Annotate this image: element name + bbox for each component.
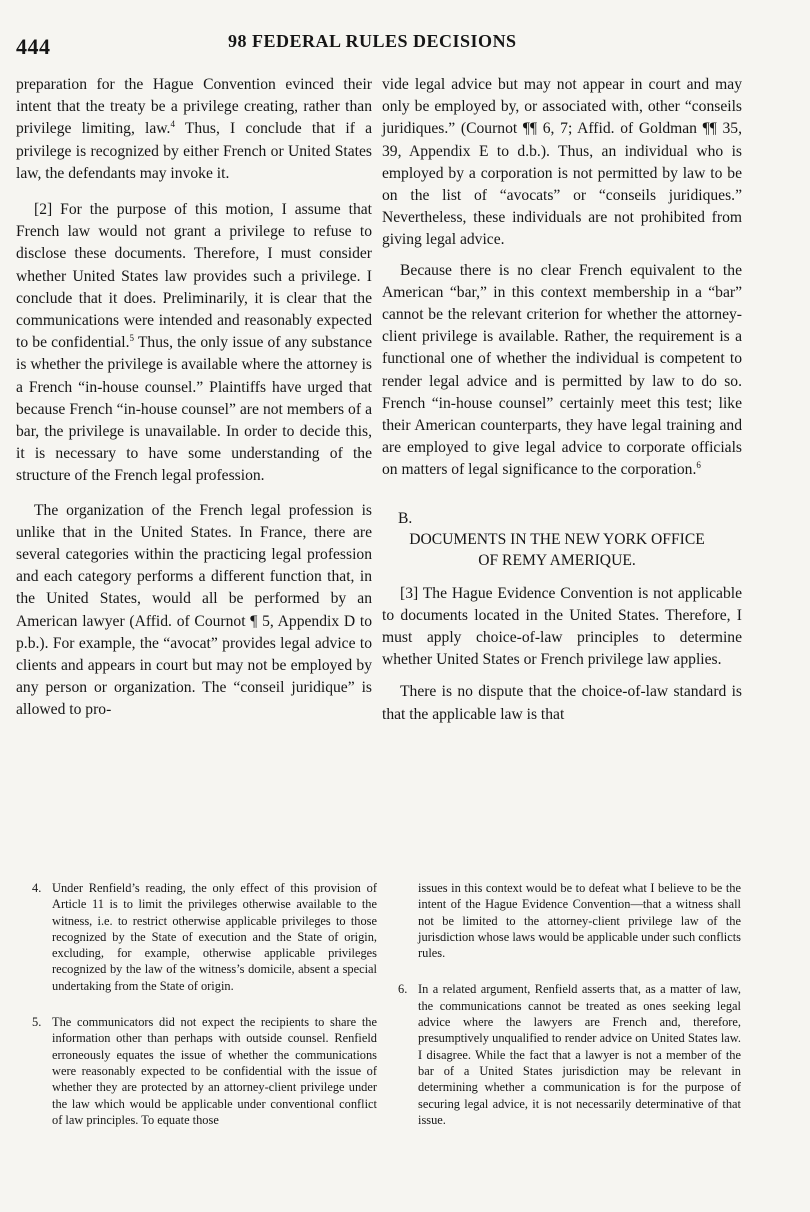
section-heading [398, 508, 742, 571]
paragraph: preparation for the Hague Convention evinced their intent that the treaty be a privilege creating, rather than privilege limiting, law.$^4$ Thus, I conclude that if a privilege is recognized by either French or United States law, the defendants may invoke it. [16, 76, 372, 182]
footnote-text: issues in this context would be to defeat what I believe to be the intent of the Hague Evidence Convention—that a witness shall not be limited to the attorney-client privilege law of the jurisdiction whose laws would be applicable under such conflicts rules. [418, 881, 741, 961]
footnote-ref: 5 [129, 333, 135, 344]
right-column [382, 74, 742, 726]
footnote-text: The communicators did not expect the recipients to share the information other than perhaps with outside counsel. Renfield erroneously equates the issue of whether the communications were reasonably expected to be confidential with the issue of whether they are protected by an attorney-client privilege under the law which would be applicable under conventional conflict of law principles. To equate those [52, 1015, 377, 1127]
footnote-text: Under Renfield’s reading, the only effect of this provision of Article 11 is to limit the privileges otherwise available to the witness, i.e. to restrict otherwise applicable privileges to those recognized by the State of execution and the State of origin, excluding, for example, otherwise applicable privileges recognized by the law of the witness’s domicile, absent a special undertaking from the State of origin. [52, 881, 377, 993]
footnote-number: 4. [32, 881, 42, 895]
footnotes-right [398, 880, 741, 1128]
section-title: DOCUMENTS IN THE NEW YORK OFFICE OF REMY AMERIQUE. [409, 530, 705, 569]
footnote-5-continued [398, 880, 741, 961]
footnotes-left [32, 880, 377, 1128]
running-head: 98 FEDERAL RULES DECISIONS [228, 31, 517, 51]
paragraph: The organization of the French legal profession is unlike that in the United States. In France, there are several categories within the practicing legal profession and each category performs a different function that, in the United States, would all be performed by an American lawyer (Affid. of Cournot ¶ 5, Appendix D to p.b.). For example, the “avocat” provides legal advice to clients and appears in court but may not be employed by any person or organization. The “conseil juridique” is allowed to pro- [16, 501, 372, 719]
footnote-number: 5. [32, 1015, 42, 1030]
footnote-ref: 6 [696, 460, 701, 471]
footnote-5 [32, 1014, 377, 1128]
section-letter: B. [398, 509, 413, 527]
paragraph: There is no dispute that the choice-of-law standard is that the applicable law is that [382, 683, 742, 723]
paragraph: [3] The Hague Evidence Convention is not applicable to documents located in the United States. Therefore, I must apply choice-of-law principles to determine whether United States or French privilege law applies. [382, 584, 742, 669]
footnote-6 [398, 981, 741, 1128]
page-number: 444 [16, 34, 51, 59]
footnote-number: 6. [398, 982, 408, 997]
footnote-ref: 4 [170, 119, 175, 130]
left-column [16, 74, 372, 722]
footnote-4 [32, 880, 377, 994]
footnote-text: In a related argument, Renfield asserts that, as a matter of law, the communications cannot be treated as ones seeking legal advice where the lawyers are French and, therefore, presumptively unqualified to render advice on United States law. I disagree. While the fact that a lawyer is not a member of the bar of a United States jurisdiction may be relevant in determining whether a communication is for the purpose of securing legal advice, it is not necessarily determinative of that issue. [418, 982, 741, 1127]
paragraph: [2] For the purpose of this motion, I assume that French law would not grant a privilege to refuse to disclose these documents. Therefore, I must consider whether United States law provides such a privilege. I conclude that it does. Preliminarily, it is clear that the communications were intended and reasonably expected to be confidential.$^5$ Thus, the only issue of any substance is whether the privilege is available where the attorney is a French “in-house counsel.” Plaintiffs have urged that because French “in-house counsel” are not members of a bar, the privilege is unavailable. In order to decide this, it is necessary to have some understanding of the structure of the French legal profession. [16, 201, 372, 485]
paragraph: vide legal advice but may not appear in court and may only be employed by, or associated with, other “conseils juridiques.” (Cournot ¶¶ 6, 7; Affid. of Goldman ¶¶ 35, 39, Appendix E to d.b.). Thus, an individual who is employed by a corporation is not permitted by law to be on the list of “avocats” or “conseils juridiques.” Nevertheless, these individuals are not prohibited from giving legal advice. [382, 76, 742, 249]
paragraph: Because there is no clear French equivalent to the American “bar,” in this context membership in a “bar” cannot be the relevant criterion for whether the attorney-client privilege is available. Rather, the requirement is a functional one of whether the individual is competent to render legal advice and is permitted by law to do so. French “in-house counsel” certainly meet this test; like their American counterparts, they have legal training and are employed to give legal advice to corporate officials on matters of legal significance to the corporation.$^6$ [382, 261, 742, 479]
